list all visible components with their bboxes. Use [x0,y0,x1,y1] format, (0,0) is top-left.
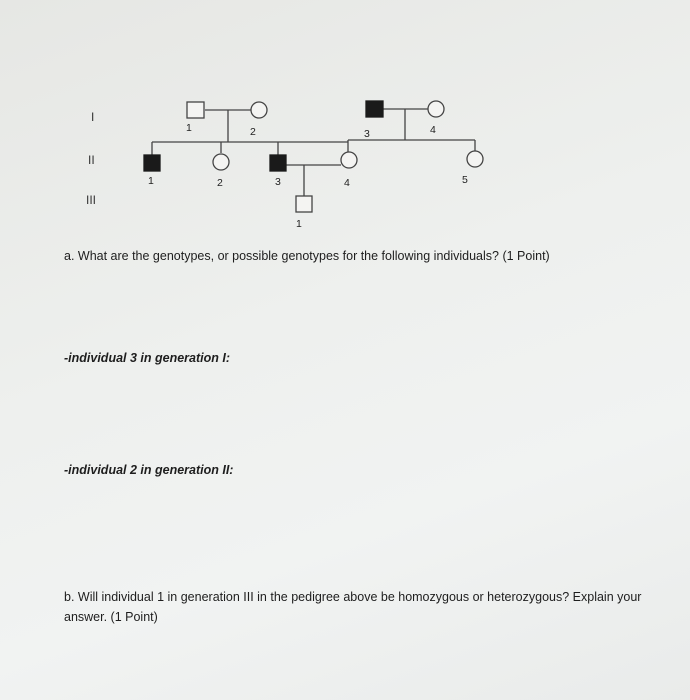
gen2-affected-male-3 [270,155,286,171]
gen2-label-3: 3 [275,176,281,188]
question-b: b. Will individual 1 in generation III in the pedigree above be homozygous or heterozygous? Explain your answer. (1 Point) [64,590,642,624]
generation-label-3: III [86,193,97,207]
gen3-label-1: 1 [296,218,302,230]
gen1-label-2: 2 [250,126,256,138]
gen3-male-1 [296,196,312,212]
gen2-female-5 [467,151,483,167]
gen2-label-5: 5 [462,174,468,186]
question-a: a. What are the genotypes, or possible genotypes for the following individuals? (1 Point) [64,249,550,263]
gen1-affected-male-3 [366,101,383,117]
gen1-label-1: 1 [186,122,192,134]
gen1-label-3: 3 [364,128,370,140]
pedigree-chart [0,0,690,240]
gen2-female-4 [341,152,357,168]
individual-prompt-gen1: -individual 3 in generation I: [64,351,230,365]
gen2-label-4: 4 [344,177,350,189]
gen2-affected-male-1 [144,155,160,171]
gen1-female-2 [251,102,267,118]
generation-label-1: I [91,110,95,124]
gen1-male-1 [187,102,204,118]
gen2-label-1: 1 [148,175,154,187]
gen2-female-2 [213,154,229,170]
individual-prompt-gen2: -individual 2 in generation II: [64,463,234,477]
gen1-label-4: 4 [430,124,436,136]
pedigree-lines [152,109,475,196]
generation-label-2: II [88,153,95,167]
gen1-female-4 [428,101,444,117]
gen2-label-2: 2 [217,177,223,189]
